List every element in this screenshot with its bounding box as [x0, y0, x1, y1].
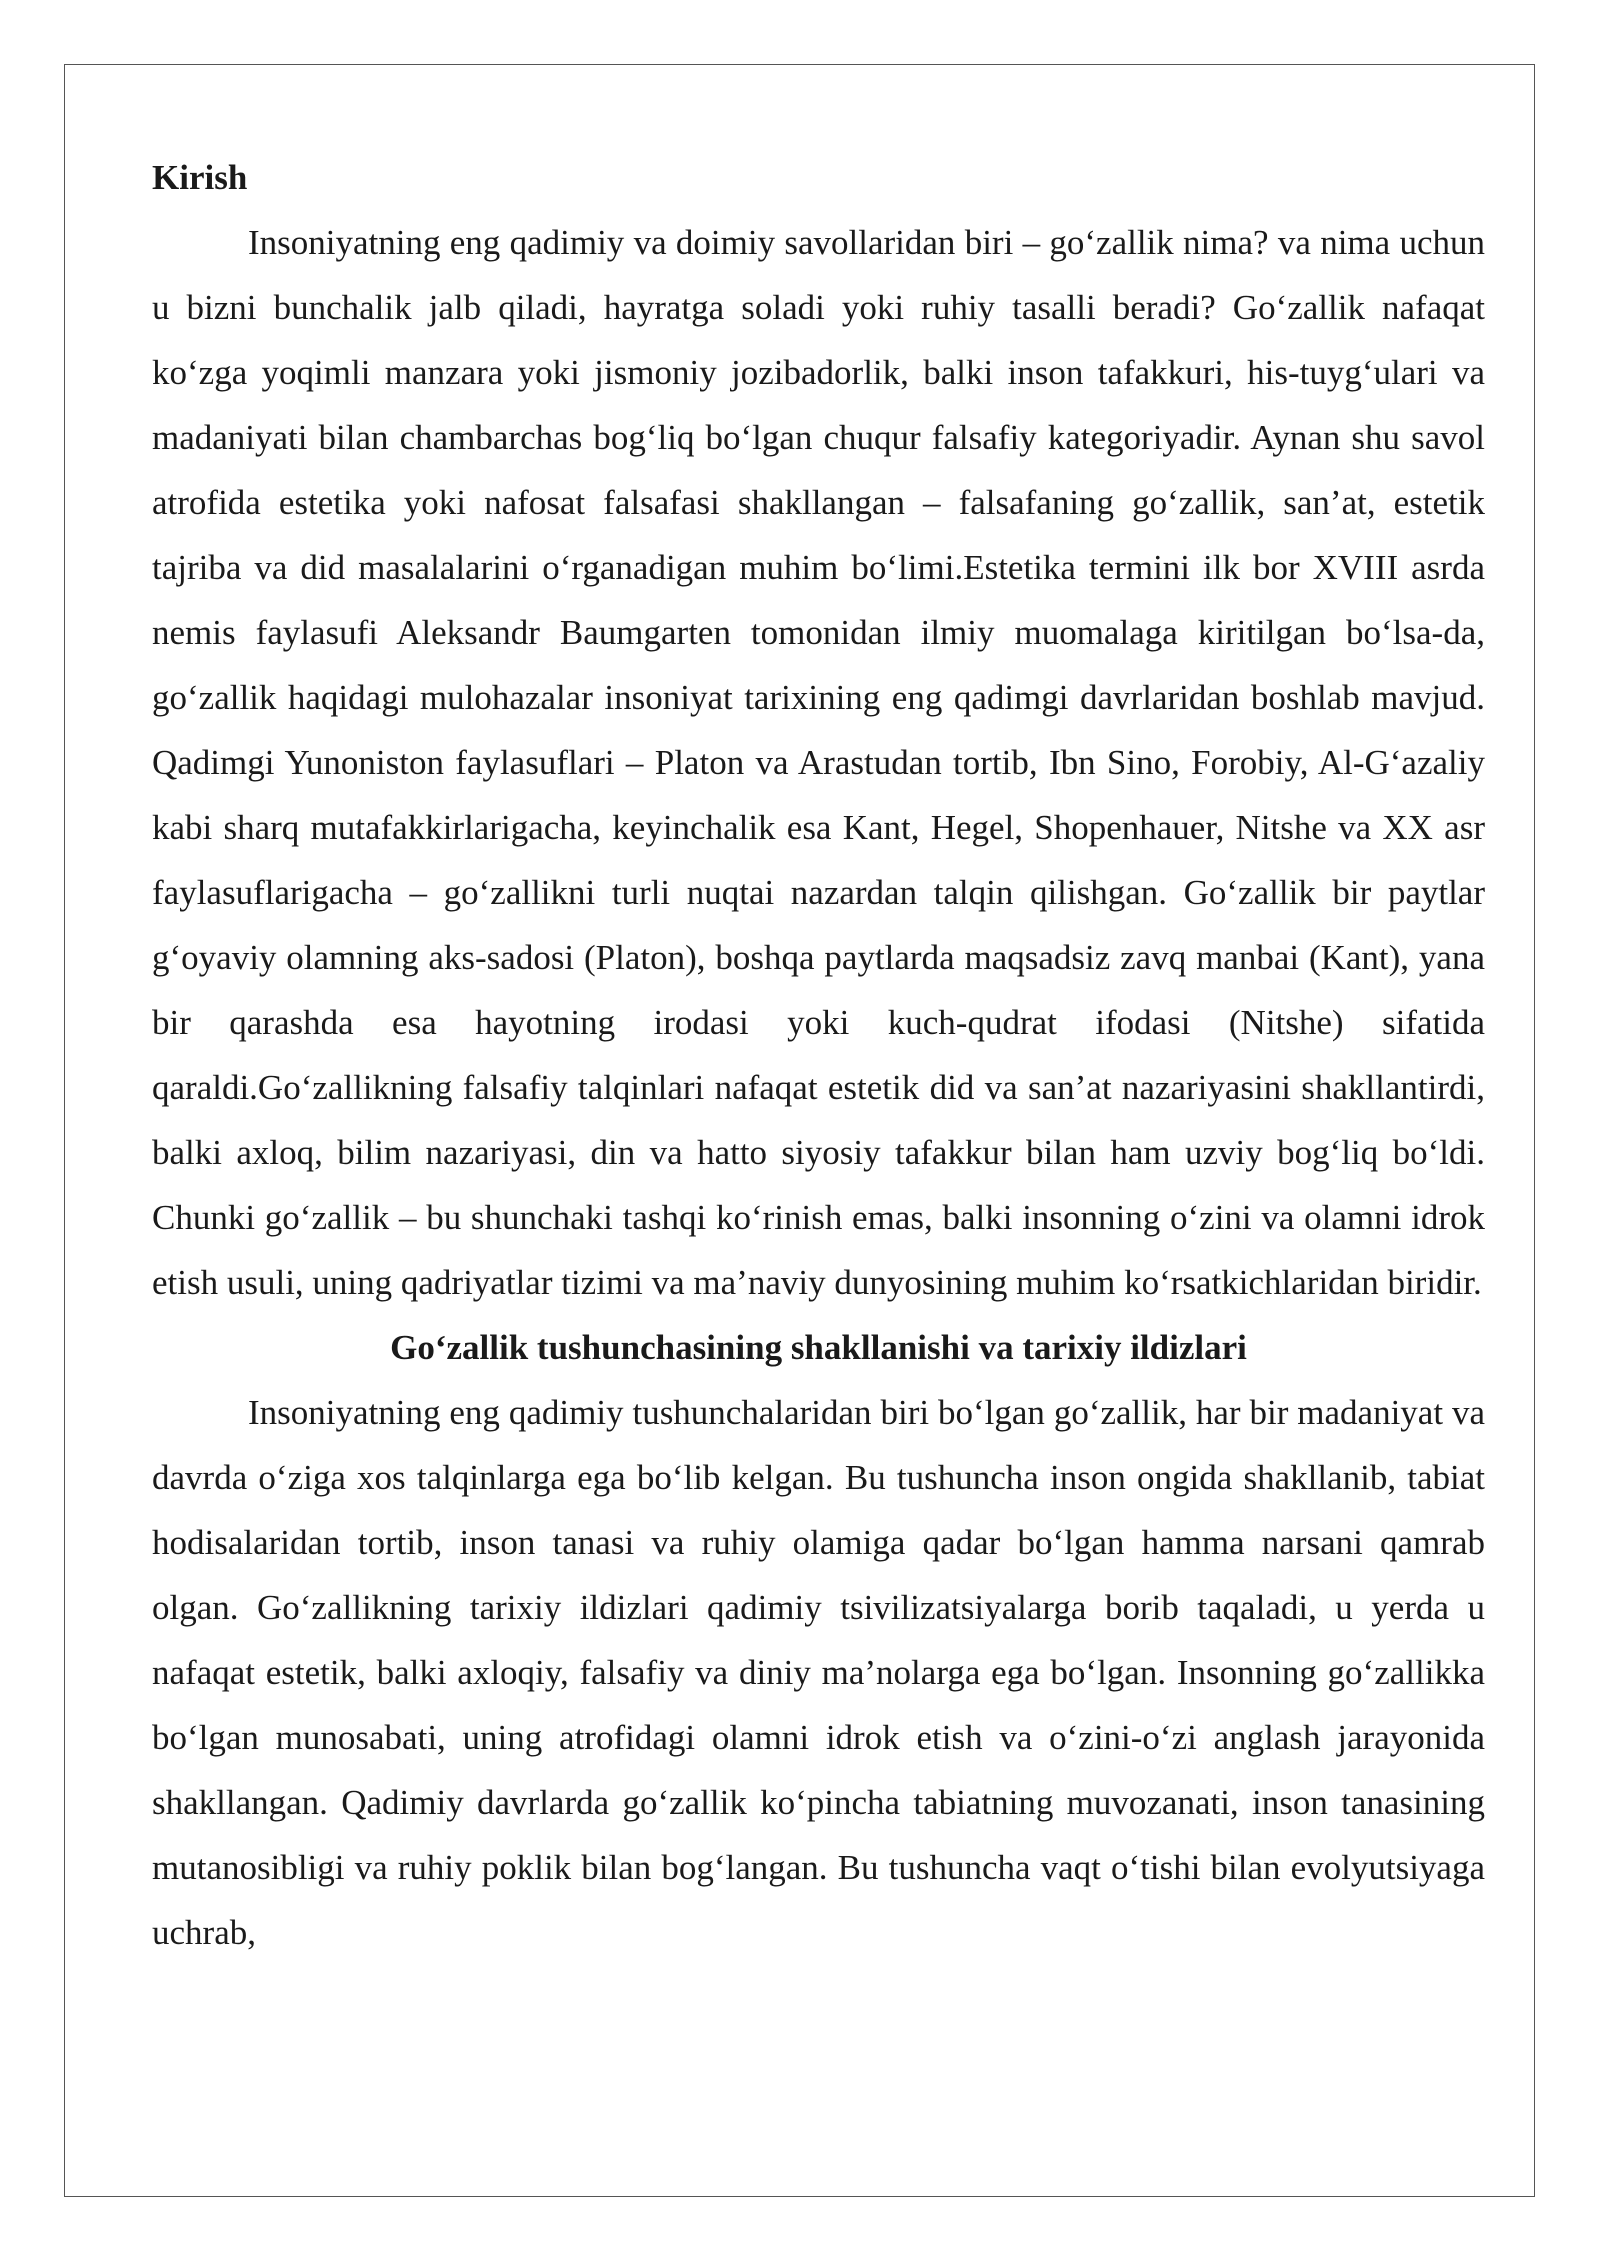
section-paragraph: Insoniyatning eng qadimiy tushunchalaridan biri bo‘lgan go‘zallik, har bir madaniyat va davrda o‘ziga xos talqinlarga ega bo‘lib kelgan. Bu tushuncha inson ongida shakllanib, tabiat hodisalaridan tortib, inson tanasi va ruhiy olamiga qadar bo‘lgan hamma narsani qamrab olgan. Go‘zallikning tarixiy ildizlari qadimiy tsivilizatsiyalarga borib taqaladi, u yerda u nafaqat estetik, balki axloqiy, falsafiy va diniy ma’nolarga ega bo‘lgan. Insonning go‘zallikka bo‘lgan munosabati, uning atrofidagi olamni idrok etish va o‘zini-o‘zi anglash jarayonida shakllangan. Qadimiy davrlarda go‘zallik ko‘pincha tabiatning muvozanati, inson tanasining mutanosibligi va ruhiy poklik bilan bog‘langan. Bu tushuncha vaqt o‘tishi bilan evolyutsiyaga uchrab,: [152, 1393, 1485, 1952]
intro-paragraph: Insoniyatning eng qadimiy va doimiy savollaridan biri – go‘zallik nima? va nima uchun u bizni bunchalik jalb qiladi, hayratga soladi yoki ruhiy tasalli beradi? Go‘zallik nafaqat ko‘zga yoqimli manzara yoki jismoniy jozibadorlik, balki inson tafakkuri, his-tuyg‘ulari va madaniyati bilan chambarchas bog‘liq bo‘lgan chuqur falsafiy kategoriyadir. Aynan shu savol atrofida estetika yoki nafosat falsafasi shakllangan – falsafaning go‘zallik, san’at, estetik tajriba va did masalalarini o‘rganadigan muhim bo‘limi.Estetika termini ilk bor XVIII asrda nemis faylasufi Aleksandr Baumgarten tomonidan ilmiy muomalaga kiritilgan bo‘lsa-da, go‘zallik haqidagi mulohazalar insoniyat tarixining eng qadimgi davrlaridan boshlab mavjud. Qadimgi Yunoniston faylasuflari – Platon va Arastudan tortib, Ibn Sino, Forobiy, Al-G‘azaliy kabi sharq mutafakkirlarigacha, keyinchalik esa Kant, Hegel, Shopenhauer, Nitshe va XX asr faylasuflarigacha – go‘zallikni turli nuqtai nazardan talqin qilishgan. Go‘zallik bir paytlar g‘oyaviy olamning aks-sadosi (Platon), boshqa paytlarda maqsadsiz zavq manbai (Kant), yana bir qarashda esa hayotning irodasi yoki kuch-qudrat ifodasi (Nitshe) sifatida qaraldi.Go‘zallikning falsafiy talqinlari nafaqat estetik did va san’at nazariyasini shakllantirdi, balki axloq, bilim nazariyasi, din va hatto siyosiy tafakkur bilan ham uzviy bog‘liq bo‘ldi. Chunki go‘zallik – bu shunchaki tashqi ko‘rinish emas, balki insonning o‘zini va olamni idrok etish usuli, uning qadriyatlar tizimi va ma’naviy dunyosining muhim ko‘rsatkichlaridan biridir.: [152, 223, 1485, 1302]
document-body: [152, 145, 1485, 1965]
intro-heading: Kirish: [152, 158, 248, 197]
section-heading: Go‘zallik tushunchasining shakllanishi va tarixiy ildizlari: [390, 1328, 1247, 1367]
